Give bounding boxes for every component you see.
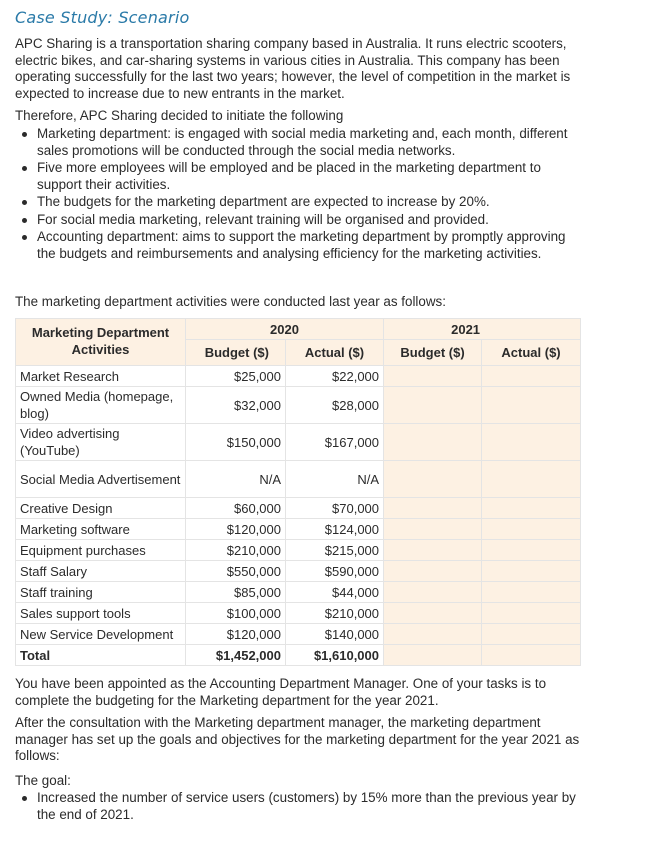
activity-cell: New Service Development [16, 624, 186, 645]
actual-2021-cell[interactable] [482, 624, 581, 645]
budget-2021-cell[interactable] [384, 624, 482, 645]
actual-2021-cell[interactable] [482, 366, 581, 387]
consultation-paragraph: After the consultation with the Marketing department manager, the marketing department manager has set up the goals and objectives for the marketing department for the year 2021 as follows: [15, 715, 580, 763]
budget-2020-cell: N/A [186, 461, 286, 498]
actual-2020-cell: $22,000 [286, 366, 384, 387]
list-item: Marketing department: is engaged with social media marketing and, each month, different sales promotions will be conducted through the social media networks. [15, 126, 585, 159]
total-label: Total [16, 645, 186, 666]
actual-2021-cell[interactable] [482, 519, 581, 540]
total-budget-2020: $1,452,000 [186, 645, 286, 666]
table-row [16, 424, 581, 461]
goal-list [15, 790, 585, 824]
activity-cell: Marketing software [16, 519, 186, 540]
total-row [16, 645, 581, 666]
budget-2020-cell: $120,000 [186, 519, 286, 540]
activity-cell: Market Research [16, 366, 186, 387]
year-2020-header: 2020 [186, 319, 384, 340]
budget-2021-cell[interactable] [384, 561, 482, 582]
budget-2020-cell: $210,000 [186, 540, 286, 561]
actual-2021-cell[interactable] [482, 498, 581, 519]
activity-cell: Staff Salary [16, 561, 186, 582]
list-item: Accounting department: aims to support the marketing department by promptly approving the budgets and reimbursements and analysing efficiency for the marketing activities. [15, 229, 585, 262]
table-row [16, 603, 581, 624]
budget-2020-cell: $32,000 [186, 387, 286, 424]
activity-cell: Equipment purchases [16, 540, 186, 561]
budget-2020-cell: $25,000 [186, 366, 286, 387]
actual-2020-cell: $590,000 [286, 561, 384, 582]
budget-2021-cell[interactable] [384, 387, 482, 424]
activity-cell: Sales support tools [16, 603, 186, 624]
list-item: Five more employees will be employed and be placed in the marketing department to support their activities. [15, 160, 585, 193]
activity-column-header: Marketing Department Activities [16, 319, 186, 366]
year-2021-header: 2021 [384, 319, 581, 340]
actual-2020-cell: $44,000 [286, 582, 384, 603]
table-row [16, 366, 581, 387]
activity-cell: Owned Media (homepage, blog) [16, 387, 186, 424]
table-row [16, 387, 581, 424]
total-actual-2021[interactable] [482, 645, 581, 666]
table-row [16, 624, 581, 645]
intro-paragraph: APC Sharing is a transportation sharing company based in Australia. It runs electric scooters, electric bikes, and car-sharing systems in various cities in Australia. This company has been operating successfully for the last two years; however, the level of competition in the market is expected to increase due to new entrants in the market. [15, 36, 571, 101]
list-item: Increased the number of service users (customers) by 15% more than the previous year by the end of 2021. [15, 790, 585, 823]
table-row [16, 582, 581, 603]
table-row [16, 498, 581, 519]
total-actual-2020: $1,610,000 [286, 645, 384, 666]
budget-2020-header: Budget ($) [186, 340, 286, 366]
budget-2021-cell[interactable] [384, 366, 482, 387]
actual-2020-cell: N/A [286, 461, 384, 498]
budget-2020-cell: $100,000 [186, 603, 286, 624]
budget-2021-cell[interactable] [384, 424, 482, 461]
actual-2020-cell: $210,000 [286, 603, 384, 624]
actual-2020-cell: $70,000 [286, 498, 384, 519]
actual-2020-cell: $215,000 [286, 540, 384, 561]
total-budget-2021[interactable] [384, 645, 482, 666]
budget-2020-cell: $550,000 [186, 561, 286, 582]
budget-2020-cell: $85,000 [186, 582, 286, 603]
activity-cell: Video advertising (YouTube) [16, 424, 186, 461]
budget-2021-cell[interactable] [384, 519, 482, 540]
initiative-list [15, 126, 585, 263]
budget-2020-cell: $120,000 [186, 624, 286, 645]
actual-2021-cell[interactable] [482, 387, 581, 424]
table-row [16, 519, 581, 540]
actual-2021-cell[interactable] [482, 540, 581, 561]
table-row [16, 461, 581, 498]
appointment-paragraph: You have been appointed as the Accounting Department Manager. One of your tasks is to complete the budgeting for the Marketing department for the year 2021. [15, 676, 547, 708]
marketing-activities-table [15, 318, 581, 666]
actual-2021-cell[interactable] [482, 424, 581, 461]
list-item: The budgets for the marketing department are expected to increase by 20%. [15, 194, 585, 211]
actual-2020-cell: $28,000 [286, 387, 384, 424]
budget-2021-cell[interactable] [384, 540, 482, 561]
list-item: For social media marketing, relevant training will be organised and provided. [15, 212, 585, 229]
budget-2021-cell[interactable] [384, 603, 482, 624]
actual-2021-header: Actual ($) [482, 340, 581, 366]
actual-2020-cell: $124,000 [286, 519, 384, 540]
budget-2020-cell: $150,000 [186, 424, 286, 461]
goal-label: The goal: [15, 773, 71, 788]
activity-cell: Staff training [16, 582, 186, 603]
budget-2021-cell[interactable] [384, 498, 482, 519]
actual-2020-cell: $140,000 [286, 624, 384, 645]
budget-2021-header: Budget ($) [384, 340, 482, 366]
actual-2021-cell[interactable] [482, 582, 581, 603]
actual-2020-header: Actual ($) [286, 340, 384, 366]
budget-2021-cell[interactable] [384, 461, 482, 498]
therefore-paragraph: Therefore, APC Sharing decided to initiate the following [15, 108, 344, 123]
table-row [16, 561, 581, 582]
table-intro: The marketing department activities were conducted last year as follows: [15, 294, 446, 309]
budget-2020-cell: $60,000 [186, 498, 286, 519]
actual-2020-cell: $167,000 [286, 424, 384, 461]
actual-2021-cell[interactable] [482, 461, 581, 498]
activity-cell: Creative Design [16, 498, 186, 519]
budget-2021-cell[interactable] [384, 582, 482, 603]
actual-2021-cell[interactable] [482, 603, 581, 624]
actual-2021-cell[interactable] [482, 561, 581, 582]
table-row [16, 540, 581, 561]
activity-cell: Social Media Advertisement [16, 461, 186, 498]
case-study-title: Case Study: Scenario [15, 8, 190, 27]
